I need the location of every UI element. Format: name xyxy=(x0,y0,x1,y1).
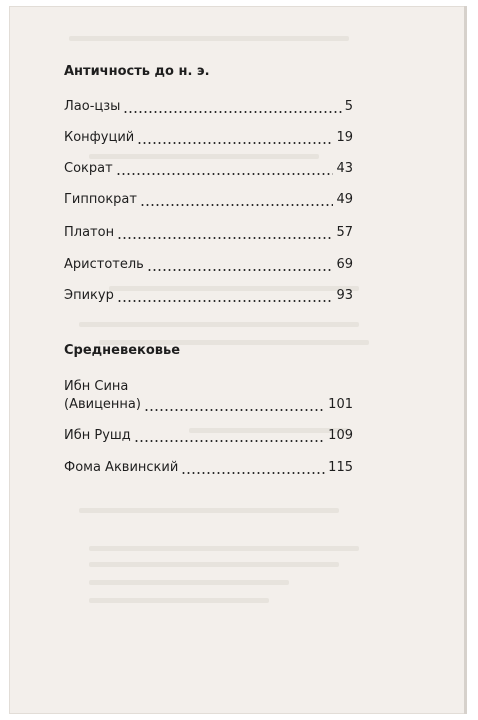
toc-entry-name: Лао-цзы xyxy=(64,99,121,114)
toc-entry-thomas-aquinas[interactable] xyxy=(64,459,353,477)
toc-entry-name: Платон xyxy=(64,225,115,240)
toc-entry-page: 43 xyxy=(336,161,353,176)
toc-entry-page: 109 xyxy=(328,428,353,443)
toc-entry-name-line1[interactable]: Ибн Сина xyxy=(64,379,129,394)
dot-leader xyxy=(181,472,325,474)
toc-entry-page: 57 xyxy=(336,225,353,240)
section-title-antiquity: Античность до н. э. xyxy=(64,64,210,79)
dot-leader xyxy=(137,142,333,144)
toc-entry-name: Конфуций xyxy=(64,130,135,145)
toc-entry-hippocrates[interactable] xyxy=(64,191,353,209)
toc-entry-page: 5 xyxy=(344,99,353,114)
toc-entry-page: 101 xyxy=(328,397,353,412)
toc-entry-name: Аристотель xyxy=(64,257,144,272)
toc-entry-page: 115 xyxy=(328,460,353,475)
section-title-middle-ages: Средневековье xyxy=(64,343,181,358)
toc-entry-avicenna[interactable] xyxy=(64,396,353,414)
toc-entry-name: (Авиценна) xyxy=(64,397,141,412)
dot-leader xyxy=(147,269,334,271)
toc-entry-page: 69 xyxy=(336,257,353,272)
toc-entry-name: Эпикур xyxy=(64,288,114,303)
toc-entry-page: 19 xyxy=(336,130,353,145)
toc-entry-averroes[interactable] xyxy=(64,427,353,445)
dot-leader xyxy=(134,440,325,442)
dot-leader xyxy=(116,173,334,175)
toc-entry-confucius[interactable] xyxy=(64,129,353,147)
dot-leader xyxy=(117,237,333,239)
toc-entry-socrates[interactable] xyxy=(64,160,353,178)
toc-entry-page: 49 xyxy=(336,192,353,207)
toc-entry-lao-tzu[interactable] xyxy=(64,98,353,116)
toc-entry-epicurus[interactable] xyxy=(64,287,353,305)
toc-entry-plato[interactable] xyxy=(64,224,353,242)
dot-leader xyxy=(140,204,333,206)
dot-leader xyxy=(123,111,341,113)
dot-leader xyxy=(117,300,334,302)
toc-entry-name: Гиппократ xyxy=(64,192,137,207)
toc-entry-name: Ибн Рушд xyxy=(64,428,131,443)
toc-entry-aristotle[interactable] xyxy=(64,256,353,274)
toc-entry-page: 93 xyxy=(336,288,353,303)
dot-leader xyxy=(144,409,325,411)
toc-entry-name: Фома Аквинский xyxy=(64,460,179,475)
toc-entry-name: Сократ xyxy=(64,161,113,176)
